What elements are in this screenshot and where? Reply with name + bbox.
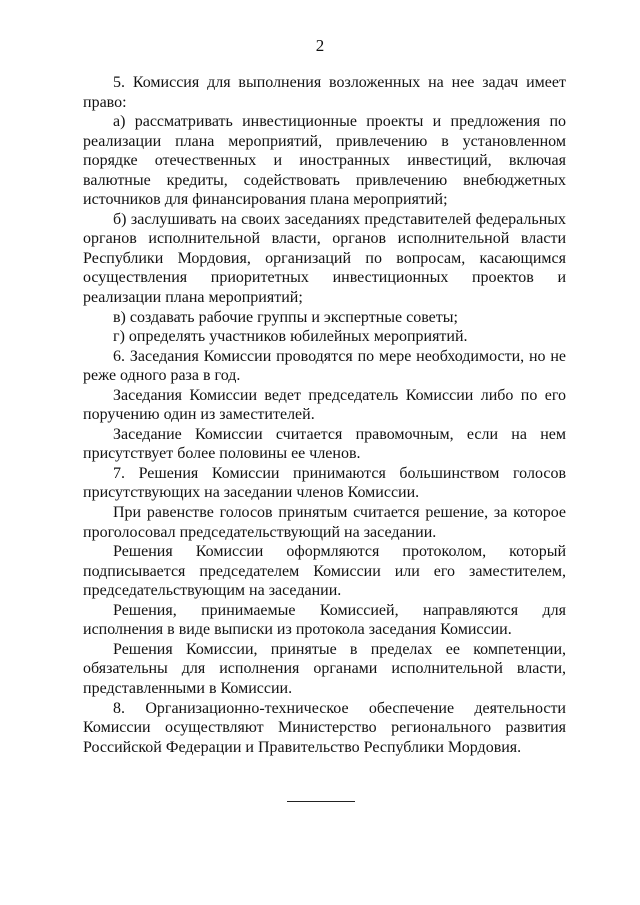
document-body <box>83 73 566 757</box>
paragraph-tie-vote: При равенстве голосов принятым считается решение, за которое проголосовал председательствующий на заседании. <box>83 504 566 541</box>
paragraph-item-7: 7. Решения Комиссии принимаются большинством голосов присутствующих на заседании членов Комиссии. <box>83 464 566 502</box>
paragraph-item-8: 8. Организационно-техническое обеспечение деятельности Комиссии осуществляют Министерство регионального развития Российской Федерации и Правительство Республики Мордовия. <box>83 699 566 756</box>
paragraph-subitem-a: а) рассматривать инвестиционные проекты и предложения по реализации плана мероприятий, привлечению в установленном порядке отечественных и иностранных инвестиций, включая валютные кредиты, содействовать привлечению внебюджетных источников для финансирования плана мероприятий; <box>83 113 566 209</box>
paragraph-extract: Решения, принимаемые Комиссией, направляются для исполнения в виде выписки из протокола заседания Комиссии. <box>83 601 566 639</box>
paragraph-binding: Решения Комиссии, принятые в пределах ее компетенции, обязательны для исполнения органами исполнительной власти, представленными в Комиссии. <box>83 640 566 697</box>
end-of-document-rule <box>287 801 355 802</box>
paragraph-chair: Заседания Комиссии ведет председатель Комиссии либо по его поручению один из заместителей. <box>83 386 566 424</box>
paragraph-subitem-v: в) создавать рабочие группы и экспертные советы; <box>113 308 458 326</box>
paragraph-item-5: 5. Комиссия для выполнения возложенных на нее задач имеет право: <box>83 74 566 111</box>
paragraph-subitem-b: б) заслушивать на своих заседаниях представителей федеральных органов исполнительной власти, органов исполнительной власти Республики Мордовия, организаций по вопросам, касающимся осуществления приоритетных инвестиционных проектов и реализации плана мероприятий; <box>83 210 566 307</box>
page-number: 2 <box>315 36 325 55</box>
paragraph-protocol: Решения Комиссии оформляются протоколом, который подписывается председателем Комиссии или его заместителем, председательствующим на заседании. <box>83 543 566 600</box>
paragraph-quorum: Заседание Комиссии считается правомочным, если на нем присутствует более половины ее членов. <box>83 425 566 463</box>
paragraph-item-6: 6. Заседания Комиссии проводятся по мере необходимости, но не реже одного раза в год. <box>83 347 566 385</box>
paragraph-subitem-g: г) определять участников юбилейных мероприятий. <box>113 328 468 346</box>
